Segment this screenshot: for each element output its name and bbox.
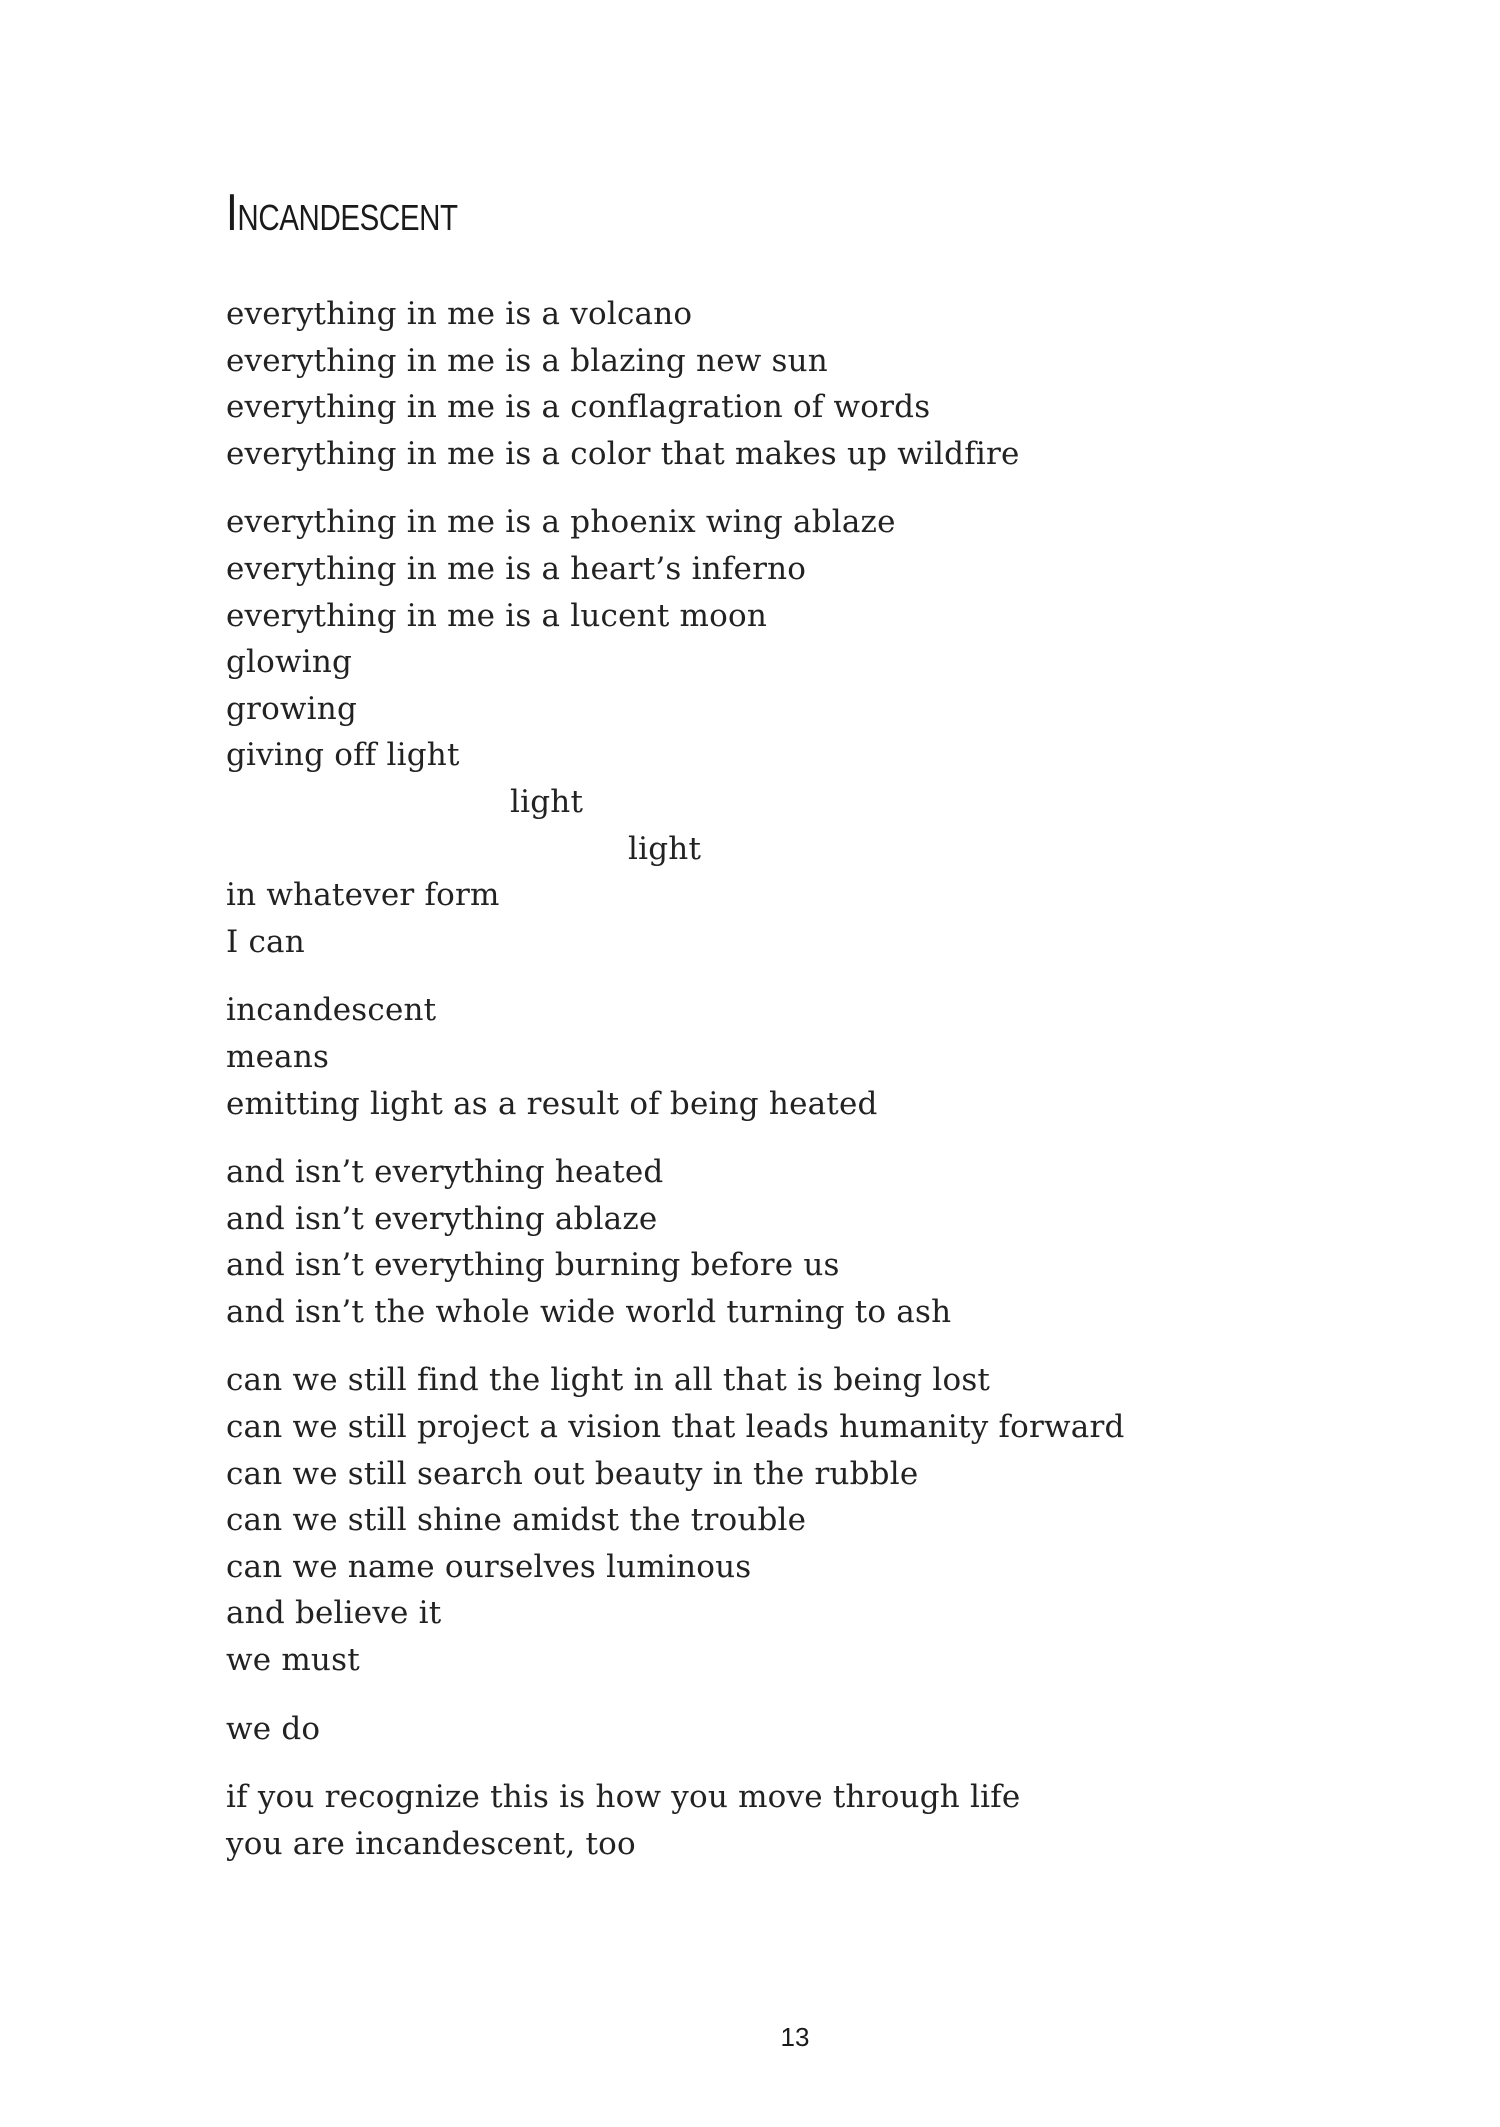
poem-line: incandescent <box>226 992 437 1029</box>
poem-line: we do <box>226 1710 321 1747</box>
stanza-7 <box>226 1774 1386 1867</box>
poem-line: can we still find the light in all that is being lost <box>226 1362 991 1399</box>
poem-line: in whatever form <box>226 877 500 914</box>
poem-line: everything in me is a heart’s inferno <box>226 550 807 587</box>
poem-line: you are incandescent, too <box>226 1825 636 1862</box>
poem-line: giving off light <box>226 737 460 774</box>
poem-line: everything in me is a phoenix wing ablaze <box>226 504 896 541</box>
stanza-5 <box>226 1357 1386 1683</box>
poem-line: I can <box>226 923 305 960</box>
stanza-1 <box>226 291 1386 477</box>
poem-line: and believe it <box>226 1595 442 1632</box>
poem-line: can we still shine amidst the trouble <box>226 1502 807 1539</box>
poem-title: Incandescent <box>226 184 458 242</box>
stanza-4 <box>226 1149 1386 1335</box>
poem-line: and isn’t everything burning before us <box>226 1247 840 1284</box>
poem-line: if you recognize this is how you move through life <box>226 1779 1021 1816</box>
poem-line: and isn’t the whole wide world turning to ash <box>226 1293 952 1330</box>
stanza-2 <box>226 499 1386 965</box>
poem-line: emitting light as a result of being heated <box>226 1085 878 1122</box>
poem-line: glowing <box>226 644 353 681</box>
poem-line: growing <box>226 690 357 727</box>
poem-line: we must <box>226 1642 360 1679</box>
poem-line: everything in me is a color that makes up wildfire <box>226 435 1020 472</box>
poem-line: means <box>226 1038 330 1075</box>
poem-line-indented: light <box>628 830 702 867</box>
poem-line: and isn’t everything heated <box>226 1154 664 1191</box>
poem-line: everything in me is a volcano <box>226 296 693 332</box>
poem-line: everything in me is a blazing new sun <box>226 342 828 379</box>
poem-line: everything in me is a conflagration of words <box>226 389 931 426</box>
stanza-6 <box>226 1706 1386 1753</box>
poem-line-indented: light <box>510 783 584 820</box>
poem-line: can we still project a vision that leads humanity forward <box>226 1409 1125 1446</box>
page-number: 13 <box>780 2022 810 2052</box>
poem-line: everything in me is a lucent moon <box>226 597 768 634</box>
stanza-3 <box>226 987 1386 1127</box>
poem-line: can we still search out beauty in the rubble <box>226 1455 919 1492</box>
poem-line: and isn’t everything ablaze <box>226 1200 658 1237</box>
poem-body <box>226 291 1386 1889</box>
poem-line: can we name ourselves luminous <box>226 1548 752 1585</box>
